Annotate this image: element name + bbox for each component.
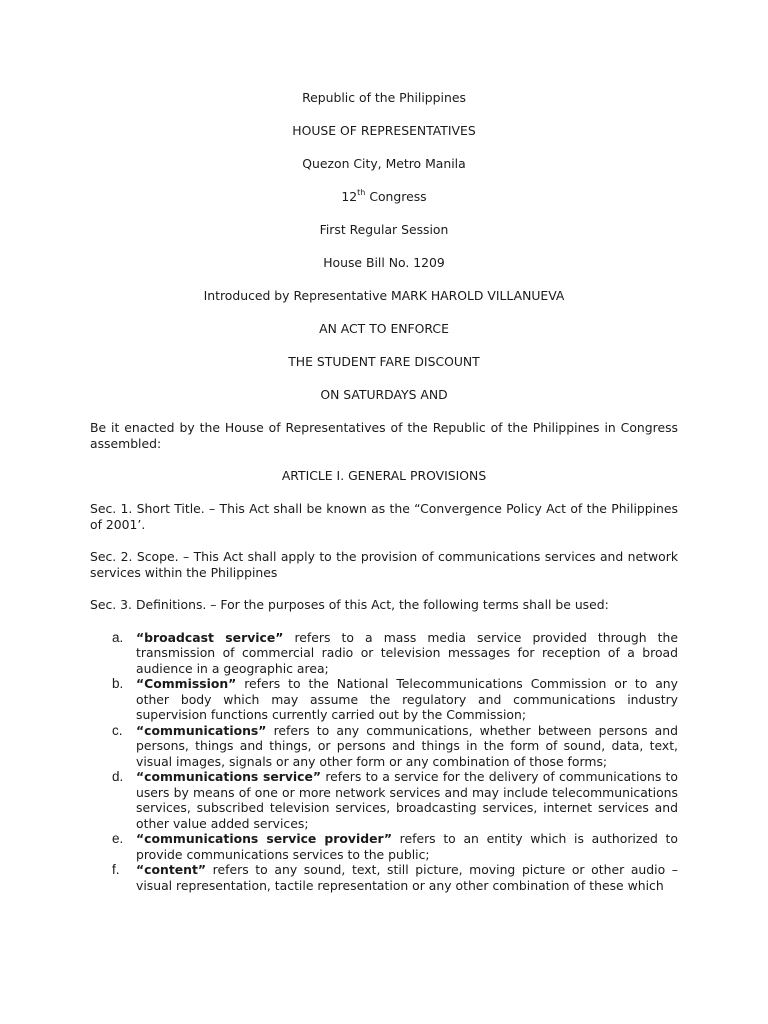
definition-text: refers to a service for the delivery of communications to users by means of one or more network services and may include telecommunications services, subscribed television services, broadcasting services, internet services and other value added services;	[136, 769, 678, 831]
list-marker: a.	[112, 629, 124, 645]
definition-item	[90, 862, 678, 893]
definition-term: “Commission”	[136, 676, 237, 691]
list-marker: d.	[112, 769, 124, 784]
definition-text: refers to an entity which is authorized to provide communications services to the public;	[136, 831, 678, 862]
definition-term: “communications service”	[136, 769, 322, 784]
republic-line: Republic of the Philippines	[302, 90, 466, 105]
definition-item	[90, 676, 678, 723]
definition-term: “content”	[136, 862, 207, 877]
definition-text: refers to a mass media service provided through the transmission of commercial radio or television messages for reception of a broad audience in a geographic area;	[136, 629, 678, 676]
location-line: Quezon City, Metro Manila	[302, 156, 466, 171]
definition-item	[90, 723, 678, 770]
congress-word: Congress	[365, 189, 427, 204]
definition-text: refers to any sound, text, still picture, moving picture or other audio – visual representation, tactile representation or any other combination of these which	[136, 862, 678, 893]
definitions-list	[90, 630, 678, 894]
list-marker: e.	[112, 831, 124, 846]
enacting-clause: Be it enacted by the House of Representatives of the Republic of the Philippines in Congress assembled:	[90, 420, 678, 451]
title-line-1: AN ACT TO ENFORCE	[319, 321, 449, 336]
section-1: Sec. 1. Short Title. – This Act shall be known as the “Convergence Policy Act of the Philippines of 2001’.	[90, 501, 678, 532]
definition-item	[90, 630, 678, 677]
introduced-by: Introduced by Representative MARK HAROLD VILLANUEVA	[203, 288, 565, 303]
title-line-2: THE STUDENT FARE DISCOUNT	[288, 354, 480, 369]
definition-text: refers to the National Telecommunications Commission or to any other body which may assume the regulatory and communications industry supervision functions currently carried out by the Commission;	[136, 676, 678, 722]
bill-header	[90, 0, 678, 403]
title-line-3: ON SATURDAYS AND	[320, 387, 448, 402]
section-2: Sec. 2. Scope. – This Act shall apply to the provision of communications services and network services within the Philippines	[90, 549, 678, 580]
list-marker: f.	[112, 862, 120, 877]
congress-suffix: th	[357, 187, 366, 197]
congress-line	[90, 189, 678, 205]
article-heading: ARTICLE I. GENERAL PROVISIONS	[281, 468, 487, 483]
congress-number: 12	[341, 189, 358, 204]
definition-item	[90, 769, 678, 831]
list-marker: b.	[112, 676, 124, 691]
definition-term: “communications”	[136, 722, 267, 738]
section-3: Sec. 3. Definitions. – For the purposes of this Act, the following terms shall be used:	[90, 597, 609, 612]
session-line: First Regular Session	[319, 222, 449, 237]
list-marker: c.	[112, 722, 123, 738]
definition-term: “communications service provider”	[136, 831, 392, 846]
house-line: HOUSE OF REPRESENTATIVES	[292, 123, 476, 138]
definition-item	[90, 831, 678, 862]
bill-number: House Bill No. 1209	[323, 255, 445, 270]
definition-term: “broadcast service”	[136, 629, 284, 645]
definition-text: refers to any communications, whether between persons and persons, things and things, or persons and things in the form of sound, data, text, visual images, signals or any other form or any combination of those forms;	[136, 722, 678, 769]
